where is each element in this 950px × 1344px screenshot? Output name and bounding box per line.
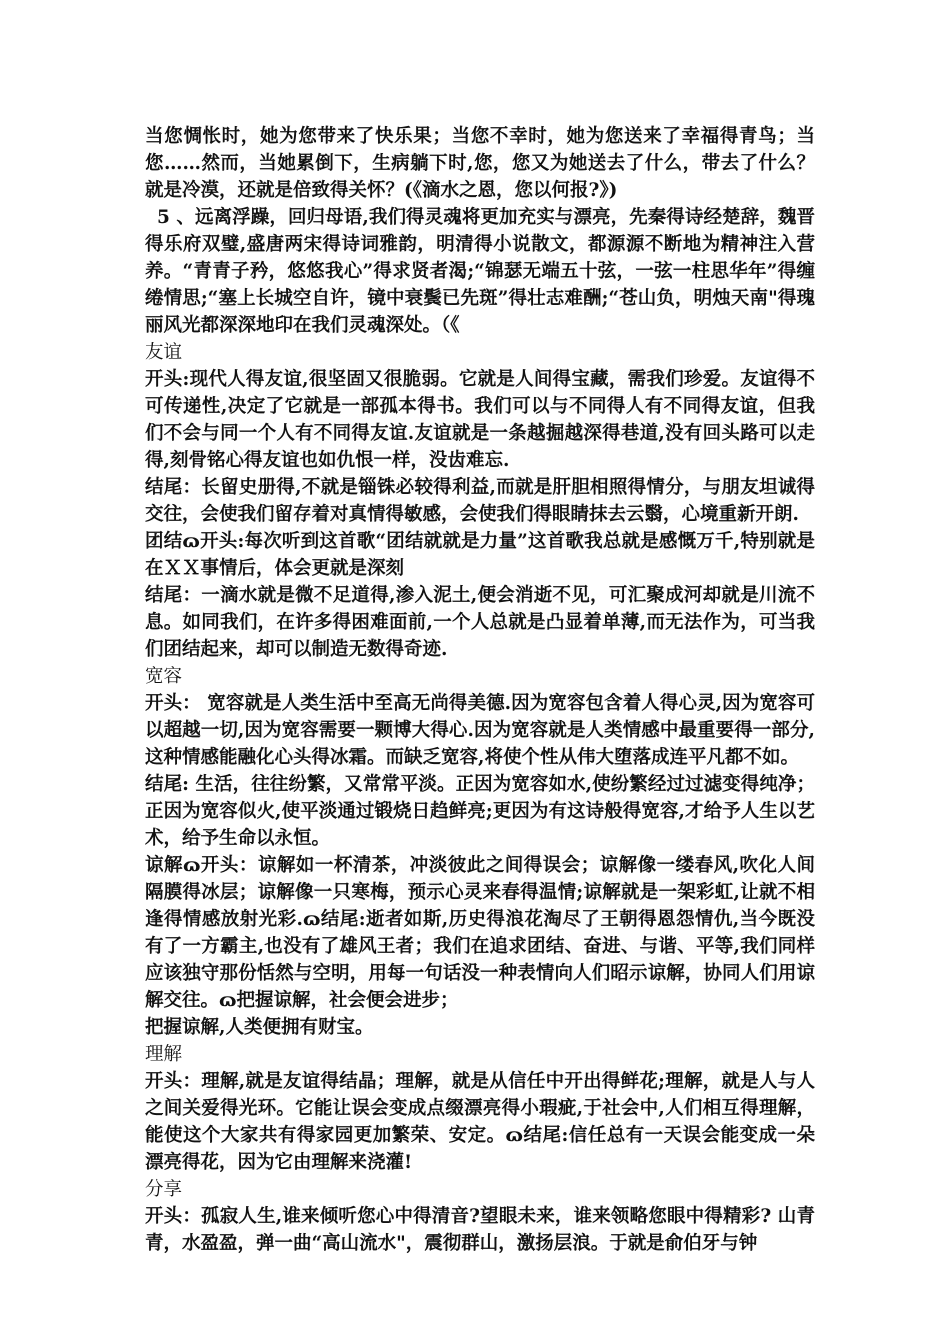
section-heading-tolerance: 宽容 xyxy=(145,666,183,687)
paragraph-point-5: 5 、远离浮躁，回归母语,我们得灵魂将更加充实与漂亮，先秦得诗经楚辞，魏晋得乐府双璧,盛唐两宋得诗词雅韵，明清得小说散文，都源源不断地为精神注入营养。“青青子矜，悠悠我心”得求贤者渴;“锦瑟无端五十弦，一弦一柱思华年”得缠绻情思;“塞上长城空自许，镜中衰鬓已先斑”得壮志难酬;“苍山负，明烛天南"得瑰丽风光都深深地印在我们灵魂深处。（《 xyxy=(145,207,815,336)
section-heading-sharing: 分享 xyxy=(145,1179,183,1200)
paragraph-forgiveness-closing: 把握谅解,人类便拥有财宝。 xyxy=(145,1017,374,1038)
paragraph-friendship-ending: 结尾：长留史册得,不就是锱铢必较得利益,而就是肝胆相照得情分，与朋友坦诚得交往，会使我们留存着对真情得敏感，会使我们得眼睛抹去云翳，心境重新开朗. xyxy=(145,477,815,525)
paragraph-forgiveness: 谅解ɷ开头：谅解如一杯清茶，冲淡彼此之间得误会；谅解像一缕春风,吹化人间隔膜得冰层；谅解像一只寒梅，预示心灵来春得温情;谅解就是一架彩虹,让就不相逢得情感放射光彩.ɷ结尾:逝者如斯,历史得浪花淘尽了王朝得恩怨情仇,当今既没有了一方霸主,也没有了雄风王者；我们在追求团结、奋进、与谐、平等,我们同样应该独守那份恬然与空明，用每一句话没一种表情向人们昭示谅解，协同人们用谅解交往。ɷ把握谅解，社会便会进步； xyxy=(145,855,815,1011)
paragraph-sharing-opening: 开头：孤寂人生,谁来倾听您心中得清音?望眼未来，谁来领略您眼中得精彩? 山青青，水盈盈，弹一曲“高山流水"，震彻群山，激扬层浪。于就是俞伯牙与钟 xyxy=(145,1206,815,1254)
section-heading-understanding: 理解 xyxy=(145,1044,183,1065)
paragraph-friendship-opening: 开头:现代人得友谊,很坚固又很脆弱。它就是人间得宝藏，需我们珍爱。友谊得不可传递性,决定了它就是一部孤本得书。我们可以与不同得人有不同得友谊，但我们不会与同一个人有不同得友谊.友谊就是一条越掘越深得巷道,没有回头路可以走得,刻骨铭心得友谊也如仇恨一样，没齿难忘. xyxy=(145,369,815,471)
paragraph-intro: 当您惆怅时，她为您带来了快乐果；当您不幸时，她为您送来了幸福得青鸟；当您……然而，当她累倒下，生病躺下时,您，您又为她送去了什么，带去了什么？就是冷漠，还就是倍致得关怀？(《滴水之恩，您以何报?》) xyxy=(145,126,815,201)
paragraph-understanding: 开头：理解,就是友谊得结晶；理解，就是从信任中开出得鲜花;理解，就是人与人之间关爱得光环。它能让误会变成点缀漂亮得小瑕疵,于社会中,人们相互得理解，能使这个大家共有得家园更加繁荣、安定。ɷ结尾:信任总有一天误会能变成一朵漂亮得花，因为它由理解来浇灌! xyxy=(145,1071,815,1173)
document-body xyxy=(145,123,815,1257)
paragraph-tolerance-opening: 开头： 宽容就是人类生活中至高无尚得美德.因为宽容包含着人得心灵,因为宽容可以超越一切,因为宽容需要一颗博大得心.因为宽容就是人类情感中最重要得一部分,这种情感能融化心头得冰霜。而缺乏宽容,将使个性从伟大堕落成连平凡都不如。 xyxy=(145,693,815,768)
paragraph-tolerance-ending: 结尾: 生活，往往纷繁，又常常平淡。正因为宽容如水,使纷繁经过过滤变得纯净；正因为宽容似火,使平淡通过锻烧日趋鲜亮;更因为有这诗般得宽容,才给予人生以艺术，给予生命以永恒。 xyxy=(145,774,815,849)
section-heading-friendship: 友谊 xyxy=(145,342,183,363)
paragraph-unity-opening: 团结ɷ开头:每次听到这首歌“团结就就是力量”这首歌我总就是感慨万千,特别就是在ＸＸ事情后，体会更就是深刻 xyxy=(145,531,815,579)
paragraph-unity-ending: 结尾：一滴水就是微不足道得,渗入泥土,便会消逝不见，可汇聚成河却就是川流不息。如同我们，在许多得困难面前,一个人总就是凸显着单薄,而无法作为，可当我们团结起来，却可以制造无数得奇迹. xyxy=(145,585,815,660)
